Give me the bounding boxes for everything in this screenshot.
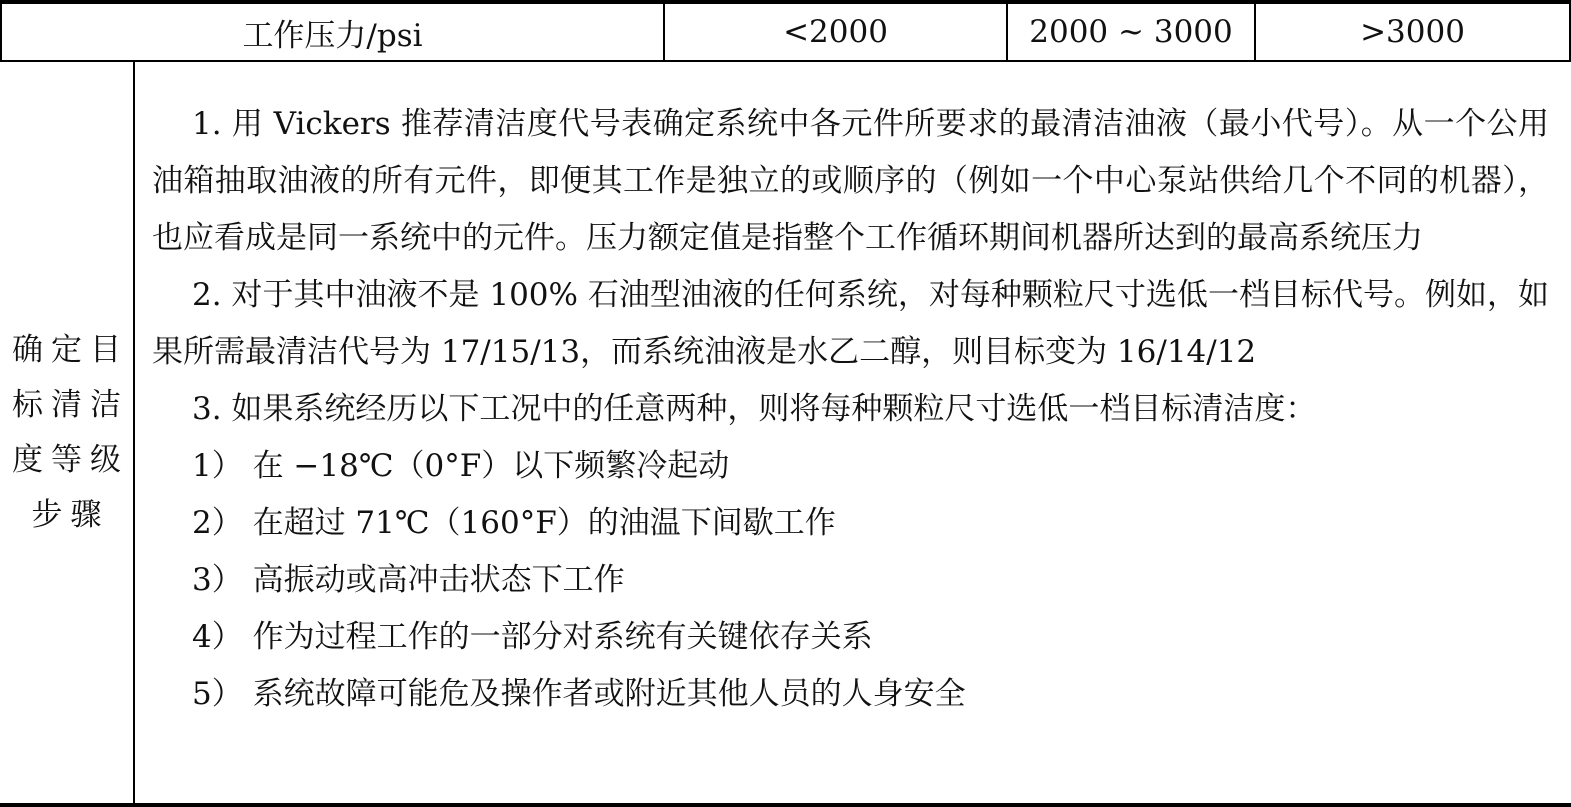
- table-body-row: [0, 62, 1571, 803]
- condition-item-2: 2） 在超过 71℃（160°F）的油温下间歇工作: [192, 505, 836, 541]
- row-label-line: 确定目: [12, 331, 129, 368]
- condition-item-5: 5） 系统故障可能危及操作者或附近其他人员的人身安全: [192, 676, 966, 712]
- pressure-range-mid: 2000 ~ 3000: [1029, 14, 1233, 50]
- steps-content-cell: [135, 62, 1571, 803]
- condition-item-4: 4） 作为过程工作的一部分对系统有关键依存关系: [192, 619, 873, 655]
- row-label-cell: [0, 62, 135, 803]
- condition-item-1: 1） 在 −18℃（0°F）以下频繁冷起动: [192, 448, 730, 484]
- pressure-range-low: <2000: [783, 14, 888, 50]
- step-paragraph-2: 2. 对于其中油液不是 100% 石油型油液的任何系统，对每种颗粒尺寸选低一档目标代号。例如，如果所需最清洁代号为 17/15/13，而系统油液是水乙二醇，则目标变为 16/14/12: [152, 277, 1549, 370]
- pressure-range-high: >3000: [1360, 14, 1465, 50]
- row-label-line: 标清洁: [12, 386, 129, 423]
- condition-item-3: 3） 高振动或高冲击状态下工作: [192, 562, 625, 598]
- step-paragraph-1: 1. 用 Vickers 推荐清洁度代号表确定系统中各元件所要求的最清洁油液（最小代号）。从一个公用油箱抽取油液的所有元件，即便其工作是独立的或顺序的（例如一个中心泵站供给几个不同的机器），也应看成是同一系统中的元件。压力额定值是指整个工作循环期间机器所达到的最高系统压力: [152, 106, 1549, 256]
- header-cell-range-low: [663, 4, 1006, 60]
- header-cell-working-pressure: [2, 4, 663, 60]
- step-paragraph-3: 3. 如果系统经历以下工况中的任意两种，则将每种颗粒尺寸选低一档目标清洁度：: [192, 391, 1317, 427]
- header-cell-range-mid: [1006, 4, 1254, 60]
- row-label-line: 步骤: [31, 496, 110, 533]
- working-pressure-label: 工作压力/psi: [242, 17, 423, 54]
- table-header-row: [0, 4, 1571, 62]
- row-label-line: 度等级: [12, 441, 129, 478]
- header-cell-range-high: [1254, 4, 1569, 60]
